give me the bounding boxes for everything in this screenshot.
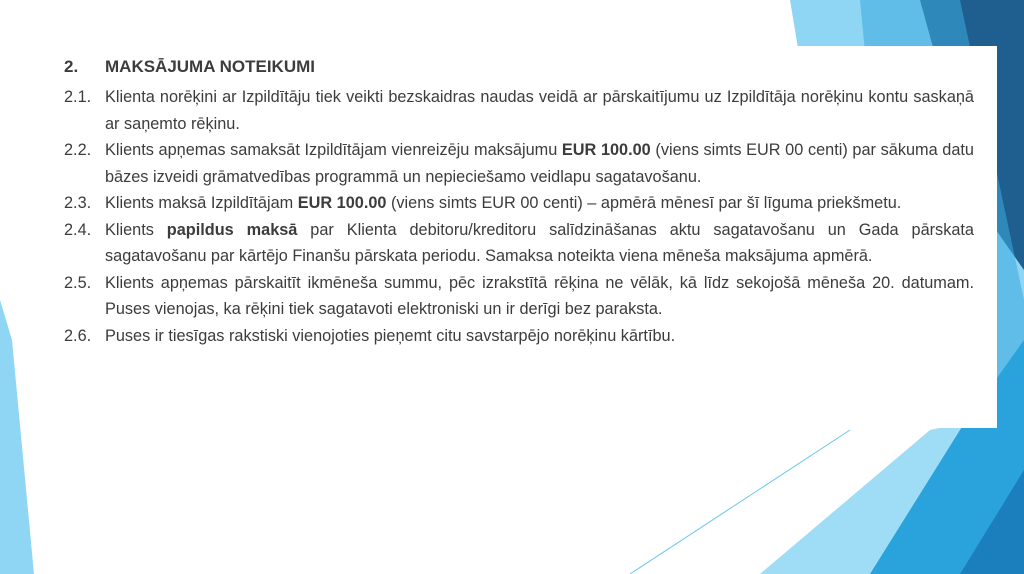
- term-text-part: Klienta norēķini ar Izpildītāju tiek veikti bezskaidras naudas veidā ar pārskaitījumu uz Izpildītāja norēķinu kontu saskaņā ar saņemto rēķinu.: [105, 88, 974, 133]
- term-text-part: Klients: [105, 220, 167, 239]
- term-item: [64, 137, 974, 190]
- term-number: 2.6.: [64, 326, 92, 345]
- term-emphasis: EUR 100.00: [297, 194, 387, 212]
- term-number: 2.1.: [64, 88, 92, 106]
- term-text: [105, 190, 974, 217]
- term-text: [105, 137, 974, 190]
- document-panel: [40, 46, 997, 428]
- term-item: [64, 323, 974, 350]
- section-heading: [64, 54, 974, 80]
- term-text-part: Klients apņemas pārskaitīt ikmēneša summu, pēc izrakstītā rēķina ne vēlāk, kā līdz sekojošā mēneša 20. datumam. Puses vienojas, ka rēķini tiek sagatavoti elektroniski un ir derīgi bez paraksta.: [105, 273, 974, 318]
- term-item: [64, 270, 974, 323]
- term-emphasis: EUR 100.00: [561, 141, 651, 159]
- term-text-part: Puses ir tiesīgas rakstiski vienojoties pieņemt citu savstarpējo norēķinu kārtību.: [105, 326, 676, 345]
- left-edge-strip: [0, 300, 34, 574]
- term-text-part: (viens simts EUR 00 centi) – apmērā mēnesī par šī līguma priekšmetu.: [386, 194, 902, 212]
- term-item: [64, 84, 974, 137]
- term-text: [105, 217, 974, 270]
- term-text: [105, 270, 974, 323]
- section-number: 2.: [64, 57, 79, 76]
- term-item: [64, 190, 974, 217]
- term-emphasis: papildus maksā: [166, 220, 298, 239]
- term-text-part: (viens simts EUR 00 centi) par sākuma datu bāzes izveidi grāmatvedības programmā un nepieciešamo veidlapu sagatavošanu.: [105, 141, 974, 186]
- term-text: [105, 84, 974, 137]
- term-number: 2.2.: [64, 141, 92, 159]
- term-number: 2.5.: [64, 273, 92, 292]
- terms-list: [64, 84, 974, 349]
- term-number: 2.4.: [64, 220, 92, 239]
- term-number: 2.3.: [64, 194, 92, 212]
- term-text: [105, 323, 974, 350]
- section-title: MAKSĀJUMA NOTEIKUMI: [105, 57, 315, 76]
- term-item: [64, 217, 974, 270]
- document-content: [64, 54, 974, 349]
- term-text-part: Klients maksā Izpildītājam: [105, 194, 298, 212]
- term-text-part: par Klienta debitoru/kreditoru salīdzināšanas aktu sagatavošanu un Gada pārskata sagatavošanu par kārtējo Finanšu pārskata periodu. Samaksa noteikta viena mēneša maksājuma apmērā.: [105, 220, 974, 265]
- term-text-part: Klients apņemas samaksāt Izpildītājam vienreizēju maksājumu: [105, 141, 562, 159]
